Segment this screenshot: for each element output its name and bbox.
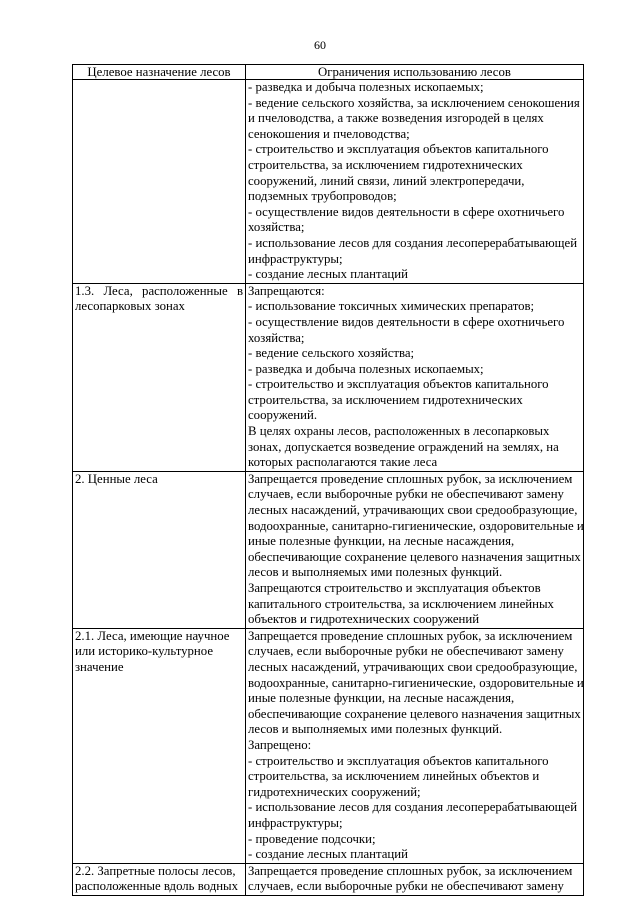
table-row bbox=[73, 80, 584, 284]
purpose-line: 2.2. Запретные полосы лесов, bbox=[75, 863, 236, 878]
page-number: 60 bbox=[314, 38, 326, 52]
restriction-line: хозяйства; bbox=[248, 330, 305, 345]
restriction-line: случаев, если выборочные рубки не обеспечивают замену bbox=[248, 879, 564, 894]
restriction-line: - использование лесов для создания лесоперерабатывающей bbox=[248, 800, 578, 815]
restriction-line: сооружений. bbox=[248, 408, 318, 423]
table-row bbox=[73, 628, 584, 863]
restriction-line: - ведение сельского хозяйства; bbox=[248, 346, 415, 361]
restriction-line: гидротехнических сооружений; bbox=[248, 784, 421, 799]
restriction-line: сооружений, линий связи, линий электропередачи, bbox=[248, 173, 525, 188]
restriction-line: сенокошения и пчеловодства; bbox=[248, 126, 410, 141]
restriction-line: водоохранные, санитарно-гигиенические, оздоровительные и bbox=[248, 518, 584, 533]
restriction-line: В целях охраны лесов, расположенных в лесопарковых bbox=[248, 424, 550, 439]
cell-restrictions bbox=[246, 471, 584, 628]
restriction-line: - создание лесных плантаций bbox=[248, 267, 408, 282]
restriction-line: лесных насаждений, утрачивающих свои средообразующие, bbox=[248, 503, 578, 518]
restriction-line: которых располагаются такие леса bbox=[248, 455, 438, 470]
restriction-line: - разведка и добыча полезных ископаемых; bbox=[248, 361, 484, 376]
purpose-line: расположенные вдоль водных bbox=[75, 879, 239, 894]
table-header-row bbox=[73, 65, 584, 80]
restriction-line: иные полезные функции, на лесные насаждения, bbox=[248, 691, 515, 706]
restriction-line: Запрещаются: bbox=[248, 283, 325, 298]
restriction-line: - осуществление видов деятельности в сфере охотничьего bbox=[248, 204, 565, 219]
table-row bbox=[73, 283, 584, 471]
cell-purpose bbox=[73, 283, 246, 471]
column-header-restrictions: Ограничения использованию лесов bbox=[246, 65, 584, 80]
purpose-line: 2.1. Леса, имеющие научное bbox=[75, 628, 230, 643]
restriction-line: Запрещается проведение сплошных рубок, за исключением bbox=[248, 628, 573, 643]
table-row bbox=[73, 863, 584, 895]
restriction-line: Запрещено: bbox=[248, 737, 312, 752]
purpose-line: лесопарковых зонах bbox=[75, 299, 185, 314]
restriction-line: - строительство и эксплуатация объектов капитального bbox=[248, 142, 549, 157]
restriction-line: - создание лесных плантаций bbox=[248, 847, 408, 862]
cell-purpose bbox=[73, 863, 246, 895]
cell-purpose bbox=[73, 471, 246, 628]
forest-restrictions-table bbox=[72, 64, 584, 896]
restriction-line: иные полезные функции, на лесные насаждения, bbox=[248, 534, 515, 549]
restriction-line: - использование токсичных химических препаратов; bbox=[248, 299, 535, 314]
restriction-line: - проведение подсочки; bbox=[248, 831, 376, 846]
restriction-line: Запрещается проведение сплошных рубок, за исключением bbox=[248, 471, 573, 486]
restriction-line: хозяйства; bbox=[248, 220, 305, 235]
cell-purpose bbox=[73, 628, 246, 863]
restriction-line: обеспечивающие сохранение целевого назначения защитных bbox=[248, 549, 581, 564]
cell-restrictions bbox=[246, 283, 584, 471]
restriction-line: лесов и выполняемых ими полезных функций. bbox=[248, 565, 503, 580]
cell-purpose bbox=[73, 80, 246, 284]
restriction-line: зонах, допускается возведение ограждений на землях, на bbox=[248, 439, 559, 454]
purpose-line: значение bbox=[75, 659, 124, 674]
cell-restrictions bbox=[246, 628, 584, 863]
restriction-line: случаев, если выборочные рубки не обеспечивают замену bbox=[248, 644, 564, 659]
column-header-purpose: Целевое назначение лесов bbox=[73, 65, 246, 80]
restriction-line: строительства, за исключением гидротехнических bbox=[248, 157, 523, 172]
restriction-line: - разведка и добыча полезных ископаемых; bbox=[248, 80, 484, 94]
restriction-line: - строительство и эксплуатация объектов капитального bbox=[248, 753, 549, 768]
restriction-line: Запрещаются строительство и эксплуатация объектов bbox=[248, 581, 541, 595]
restriction-line: - использование лесов для создания лесоперерабатывающей bbox=[248, 235, 578, 250]
restriction-line: и пчеловодства, а также возведения изгородей в целях bbox=[248, 111, 544, 126]
restriction-line: Запрещается проведение сплошных рубок, за исключением bbox=[248, 863, 573, 878]
restriction-line: строительства, за исключением линейных объектов и bbox=[248, 769, 540, 784]
purpose-line: 1.3. Леса, расположенные в bbox=[75, 283, 243, 298]
purpose-line: 2. Ценные леса bbox=[75, 471, 158, 486]
table-row bbox=[73, 471, 584, 628]
restriction-line: объектов и гидротехнических сооружений bbox=[248, 612, 480, 627]
restriction-line: лесных насаждений, утрачивающих свои средообразующие, bbox=[248, 659, 578, 674]
restriction-line: - ведение сельского хозяйства, за исключением сенокошения bbox=[248, 95, 580, 110]
restriction-line: подземных трубопроводов; bbox=[248, 189, 397, 204]
restriction-line: инфраструктуры; bbox=[248, 815, 343, 830]
restriction-line: случаев, если выборочные рубки не обеспечивают замену bbox=[248, 487, 564, 502]
restriction-line: - осуществление видов деятельности в сфере охотничьего bbox=[248, 314, 565, 329]
restriction-line: водоохранные, санитарно-гигиенические, оздоровительные и bbox=[248, 675, 584, 690]
restriction-line: инфраструктуры; bbox=[248, 251, 343, 266]
cell-restrictions bbox=[246, 863, 584, 895]
restriction-line: обеспечивающие сохранение целевого назначения защитных bbox=[248, 706, 581, 721]
restriction-line: капитального строительства, за исключением линейных bbox=[248, 596, 554, 611]
purpose-line: или историко-культурное bbox=[75, 644, 214, 659]
restriction-line: строительства, за исключением гидротехнических bbox=[248, 392, 523, 407]
cell-restrictions bbox=[246, 80, 584, 284]
restriction-line: - строительство и эксплуатация объектов капитального bbox=[248, 377, 549, 392]
restriction-line: лесов и выполняемых ими полезных функций. bbox=[248, 722, 503, 737]
